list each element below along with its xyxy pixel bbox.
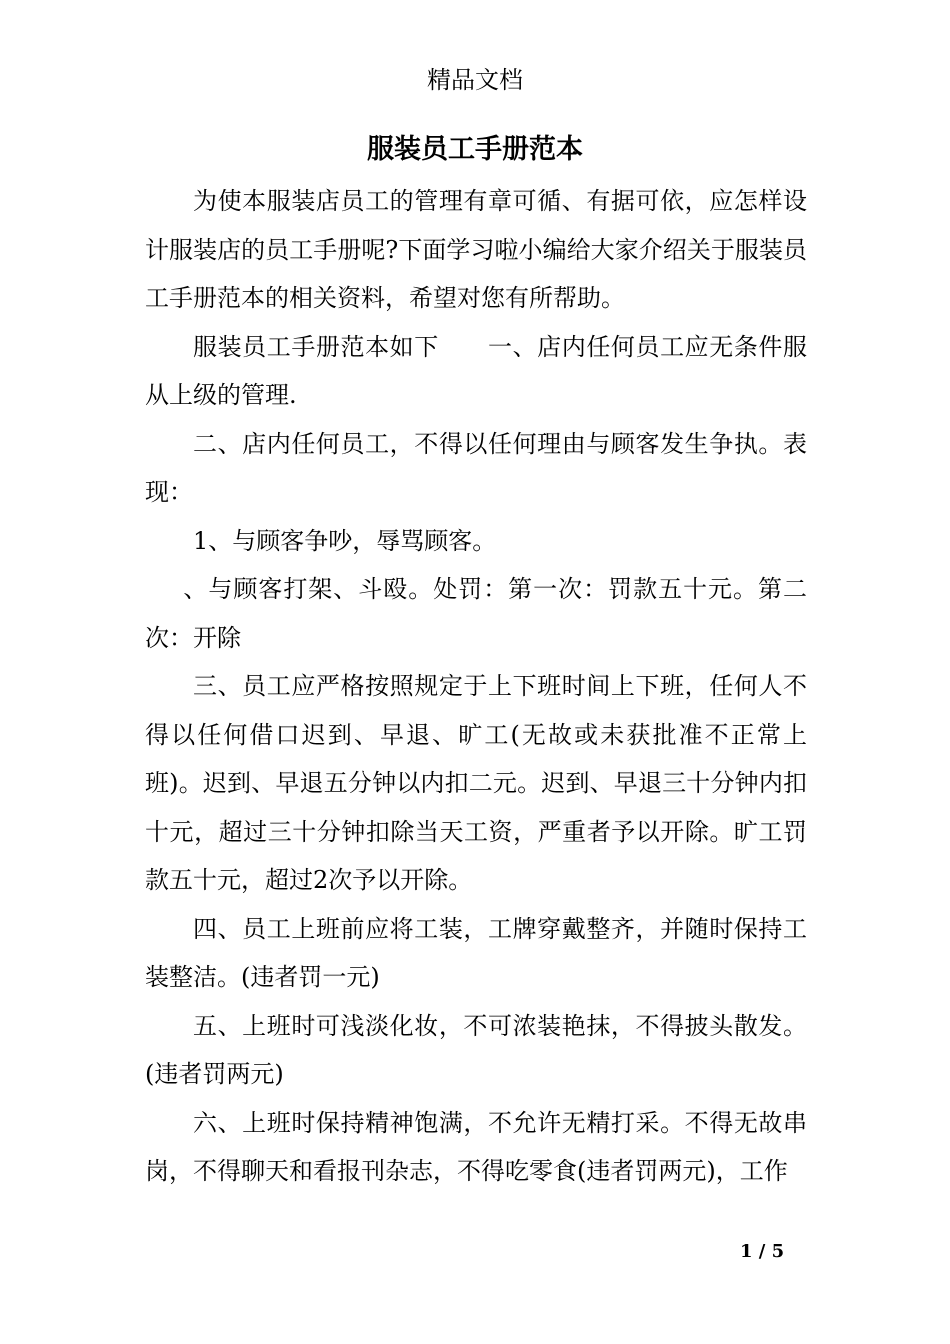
document-title: 服装员工手册范本 <box>367 134 583 165</box>
document-header: 精品文档 <box>427 66 523 94</box>
paragraph-rule-3: 三、员工应严格按照规定于上下班时间上下班，任何人不得以任何借口迟到、早退、旷工(无故或未获批准不正常上班)。迟到、早退五分钟以内扣二元。迟到、早退三十分钟内扣十元，超过三十分钟扣除当天工资，严重者予以开除。旷工罚款五十元，超过2次予以开除。 <box>145 672 807 894</box>
paragraph-intro: 为使本服装店员工的管理有章可循、有据可依，应怎样设计服装店的员工手册呢?下面学习啦小编给大家介绍关于服装员工手册范本的相关资料，希望对您有所帮助。 <box>145 187 807 312</box>
page-number: 1 / 5 <box>740 1241 785 1262</box>
paragraph-rule-2-item-1: 1、与顾客争吵，辱骂顾客。 <box>193 526 497 555</box>
paragraph-rule-5: 五、上班时可浅淡化妆，不可浓装艳抹，不得披头散发。(违者罚两元) <box>145 1011 807 1088</box>
paragraph-rule-1: 服装员工手册范本如下 一、店内任何员工应无条件服从上级的管理. <box>145 332 807 409</box>
paragraph-rule-4: 四、员工上班前应将工装，工牌穿戴整齐，并随时保持工装整洁。(违者罚一元) <box>145 914 807 991</box>
paragraph-rule-2: 二、店内任何员工，不得以任何理由与顾客发生争执。表现： <box>145 429 807 506</box>
paragraph-rule-6: 六、上班时保持精神饱满，不允许无精打采。不得无故串岗，不得聊天和看报刊杂志，不得吃零食(违者罚两元)，工作 <box>145 1108 807 1185</box>
document-body <box>145 177 807 1196</box>
paragraph-rule-2-item-2: 、与顾客打架、斗殴。处罚：第一次：罚款五十元。第二次：开除 <box>145 575 807 652</box>
